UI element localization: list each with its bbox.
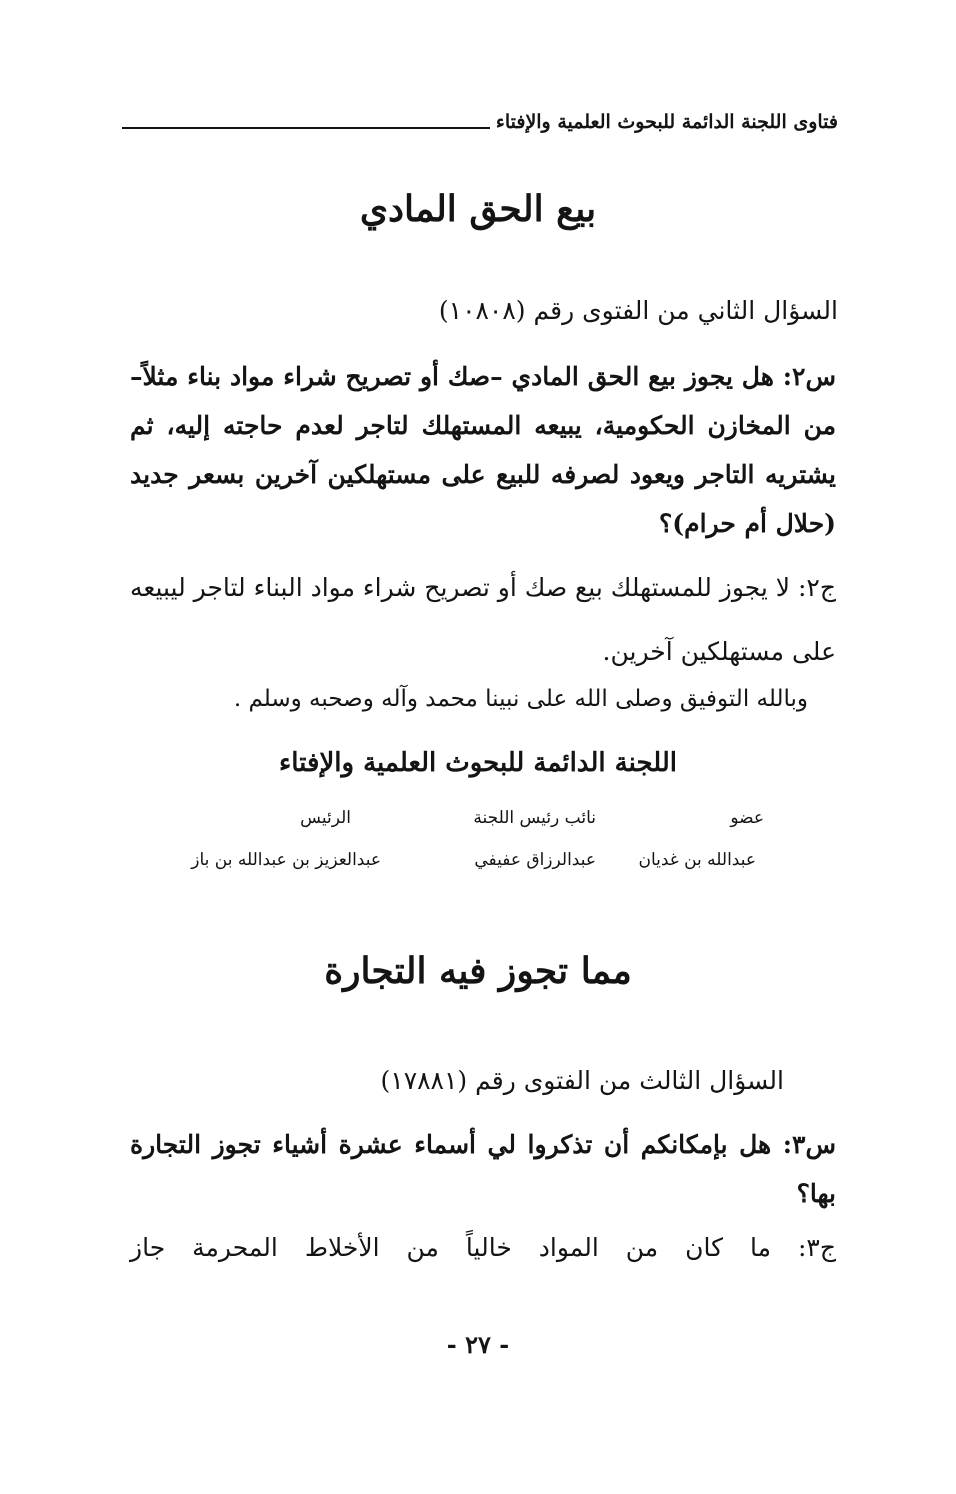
section-2-question-reference: السؤال الثالث من الفتوى رقم (١٧٨٨١) [380, 1066, 784, 1095]
section-2-answer: ج٣: ما كان من المواد خالياً من الأخلاط المحرمة جاز [130, 1233, 836, 1262]
signatory-name-vice-chair: عبدالرزاق عفيفي [474, 850, 596, 870]
section-1-question: س٢: هل يجوز بيع الحق المادي –صك أو تصريح شراء مواد بناء مثلاً– من المخازن الحكومية، يبيعه المستهلك لتاجر لعدم حاجته إليه، ثم يشتريه التاجر ويعود لصرفه للبيع على مستهلكين آخرين بسعر جديد (حلال أم حرام)؟ [130, 362, 836, 538]
section-1-question-reference: السؤال الثاني من الفتوى رقم (١٠٨٠٨) [438, 296, 838, 325]
signatory-role-member: عضو [730, 808, 764, 828]
running-header-rule [122, 127, 490, 129]
signatory-names-row [166, 850, 756, 878]
section-1-title: بيع الحق المادي [359, 188, 597, 230]
section-1-answer: ج٢: لا يجوز للمستهلك بيع صك أو تصريح شراء مواد البناء لتاجر ليبيعه على مستهلكين آخرين. [129, 573, 836, 666]
signatory-roles-row [166, 808, 764, 836]
section-2-question: س٣: هل بإمكانكم أن تذكروا لي أسماء عشرة أشياء تجوز التجارة بها؟ [130, 1130, 836, 1208]
signatory-name-chair: عبدالعزيز بن عبدالله بن باز [191, 850, 381, 870]
running-header-title: فتاوى اللجنة الدائمة للبحوث العلمية والإفتاء [495, 111, 838, 133]
section-2-title: مما تجوز فيه التجارة [324, 950, 632, 992]
signatory-role-vice-chair: نائب رئيس اللجنة [473, 808, 596, 828]
section-1-closing: وبالله التوفيق وصلى الله على نبينا محمد وآله وصحبه وسلم . [233, 686, 808, 712]
signatory-name-member: عبدالله بن غديان [638, 850, 756, 870]
section-1-committee: اللجنة الدائمة للبحوث العلمية والإفتاء [279, 748, 677, 778]
page-number: - ٢٧ - [446, 1330, 510, 1359]
signatory-role-chair: الرئيس [300, 808, 351, 828]
running-header [122, 103, 838, 135]
